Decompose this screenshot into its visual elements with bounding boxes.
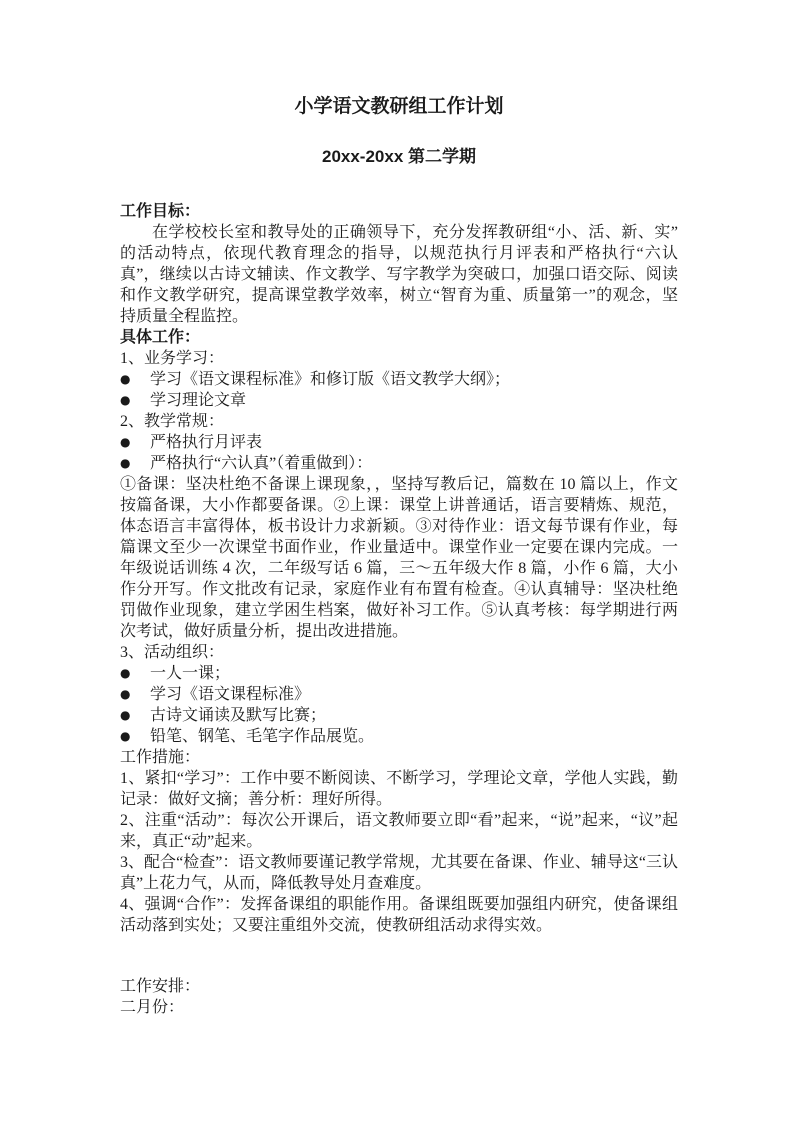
list-heading-activity-organization: 3、活动组织： xyxy=(120,644,225,661)
list-item-text: 严格执行月评表 xyxy=(150,434,263,451)
list-item-text: 学习理论文章 xyxy=(150,392,247,409)
bullet-icon: ● xyxy=(120,687,131,701)
list-item xyxy=(120,432,678,453)
list-item xyxy=(120,705,678,726)
paragraph-six-conscientious-details: ①备课：坚决杜绝不备课上课现象，，坚持写教后记，篇数在 10 篇以上，作文按篇备课，大小作都要备课。②上课：课堂上讲普通话，语言要精炼、规范，体态语言丰富得体，板书设计力求新颖。③对待作业：语文每节课有作业，每篇课文至少一次课堂书面作业，作业量适中。课堂作业一定要在课内完成。一年级说话训练 4 次，二年级写话 6 篇，三～五年级大作 8 篇，小作 6 篇，大小作分开写。作文批改有记录，家庭作业有布置有检查。④认真辅导：坚决杜绝罚做作业现象，建立学困生档案，做好补习工作。⑤认真考核：每学期进行两次考试，做好质量分析，提出改进措施。 xyxy=(120,476,678,640)
list-heading-business-study: 1、业务学习： xyxy=(120,350,225,367)
month-heading-february: 二月份： xyxy=(120,999,185,1016)
document-subtitle: 20xx-20xx 第二学期 xyxy=(321,147,477,166)
paragraph-measure-inspection: 3、配合“检查”：语文教师要谨记教学常规，尤其要在备课、作业、辅导这“三认真”上花力气，从而，降低教导处月查难度。 xyxy=(120,854,678,892)
list-item xyxy=(120,390,678,411)
document-body xyxy=(120,201,678,1018)
section-heading-work-goals: 工作目标： xyxy=(120,203,201,220)
section-heading-work-schedule: 工作安排： xyxy=(120,978,201,995)
list-item xyxy=(120,663,678,684)
list-heading-teaching-routine: 2、教学常规： xyxy=(120,413,225,430)
bullet-icon: ● xyxy=(120,435,131,449)
paragraph-work-goals: 在学校校长室和教导处的正确领导下，充分发挥教研组“小、活、新、实”的活动特点，依现代教育理念的指导，以规范执行月评表和严格执行“六认真”，继续以古诗文辅读、作文教学、写字教学为突破口，加强口语交际、阅读和作文教学研究，提高课堂教学效率，树立“智育为重、质量第一”的观念，坚持质量全程监控。 xyxy=(120,224,678,325)
list-item xyxy=(120,726,678,747)
section-heading-work-measures: 工作措施： xyxy=(120,749,201,766)
paragraph-measure-study: 1、紧扣“学习”：工作中要不断阅读、不断学习，学理论文章，学他人实践，勤记录：做好文摘；善分析：理好所得。 xyxy=(120,770,678,808)
list-item-text: 学习《语文课程标准》和修订版《语文教学大纲》； xyxy=(150,371,511,388)
document-title: 小学语文教研组工作计划 xyxy=(294,96,504,117)
list-item-text: 铅笔、钢笔、毛笔字作品展览。 xyxy=(150,728,375,745)
list-item-text: 严格执行“六认真”（着重做到）： xyxy=(150,455,373,472)
bullet-icon: ● xyxy=(120,372,131,386)
paragraph-measure-activity: 2、注重“活动”：每次公开课后，语文教师要立即“看”起来，“说”起来，“议”起来，真正“动”起来。 xyxy=(120,812,678,850)
list-item xyxy=(120,453,678,474)
section-heading-specific-work: 具体工作： xyxy=(120,329,201,346)
list-item-text: 一人一课； xyxy=(150,665,231,682)
bullet-icon: ● xyxy=(120,708,131,722)
list-item-text: 学习《语文课程标准》 xyxy=(150,686,311,703)
bullet-icon: ● xyxy=(120,393,131,407)
bullet-icon: ● xyxy=(120,456,131,470)
list-item xyxy=(120,684,678,705)
bullet-icon: ● xyxy=(120,729,131,743)
bullet-icon: ● xyxy=(120,666,131,680)
list-item-text: 古诗文诵读及默写比赛； xyxy=(150,707,327,724)
list-item xyxy=(120,369,678,390)
paragraph-measure-cooperation: 4、强调“合作”：发挥备课组的职能作用。备课组既要加强组内研究，使备课组活动落到实处；又要注重组外交流，使教研组活动求得实效。 xyxy=(120,896,678,934)
blank-space xyxy=(120,936,678,976)
